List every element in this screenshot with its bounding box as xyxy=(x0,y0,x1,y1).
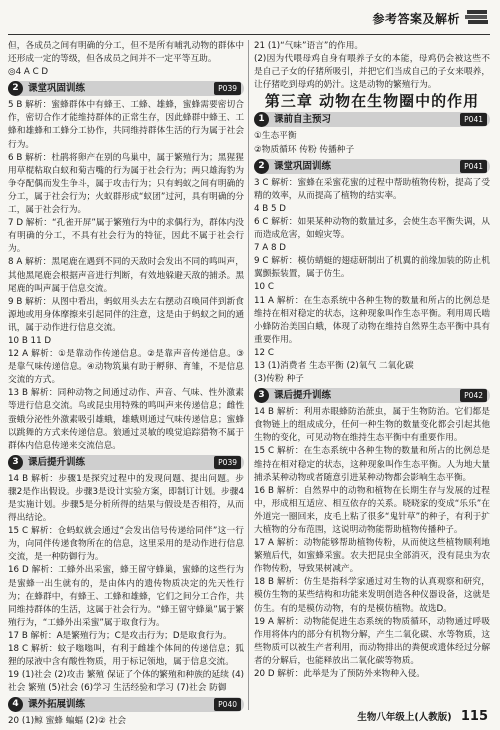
answer-paragraph: 19 (1)社会 (2)攻击 繁殖 保证了个体的繁殖和种族的延续 (4)社会 繁殖 (5)社会 (6)学习 生活经验和学习 (7)社会 防御 xyxy=(8,670,244,694)
answer-paragraph: 14 B 解析：步骤1是探究过程中的发现问题、提出问题。步骤2是作出假设。步骤3是设计实验方案，即制订计划。步骤4是实施计划。步骤5是分析所得的结果与假设是否相符，从而得出结论。 xyxy=(8,473,244,524)
answer-paragraph: 16 D 解析：工蜂外出采蜜，蜂王留守蜂巢，蜜蜂的这些行为是蜜蜂一出生就有的，是由体内的遗传物质决定的先天性行为；在蜂群中，有蜂王、工蜂和雄蜂，它们之间分工合作，共同维持群体的生活，这属于社会行为。“蜂王留守蜂巢”属于繁殖行为，“工蜂外出采蜜”属于取食行为。 xyxy=(8,565,244,628)
section-label: 课前自主预习 xyxy=(274,114,332,126)
section-heading xyxy=(8,455,244,470)
section-label: 课堂巩固训练 xyxy=(28,83,86,95)
section-number-badge: 3 xyxy=(254,388,269,403)
left-column xyxy=(8,40,244,727)
page-header xyxy=(0,0,500,36)
answer-paragraph: 6 C 解析：如果某种动物的数量过多，会使生态平衡失调，从而造成危害，如蝗灾等。 xyxy=(254,216,490,241)
section-number-badge: 4 xyxy=(8,697,23,712)
section-page-code: P041 xyxy=(460,113,487,126)
section-number-badge: 3 xyxy=(8,455,23,470)
section-page-code: P039 xyxy=(214,82,241,95)
right-column xyxy=(254,40,490,690)
answer-paragraph: (2)因为代喂母鸡自身有喂养子女的本能，母鸡仍会被这些不是自己子女的仔猪所吸引，并把它们当成自己的子女来喂养，让仔猪吃到母鸡的奶汁。这是动物的繁殖行为。 xyxy=(254,54,490,91)
header-title: 参考答案及解析 xyxy=(372,12,460,26)
section-heading xyxy=(254,112,490,127)
answer-paragraph: 10 B 11 D xyxy=(8,335,52,346)
section-heading xyxy=(254,159,490,174)
section-label: 课后提升训练 xyxy=(28,456,86,468)
answer-paragraph: 15 C 解析：仓蚂蚁就会通过“会发出信号传递给同伴”这一行为，向同伴传递食物所在的信息，这里采用的是动作进行信息交流，是一种防御行为。 xyxy=(8,526,244,563)
answer-paragraph: 21 (1)“气味”语言”的作用。 xyxy=(254,41,364,51)
answer-paragraph: 14 B 解析：利用赤眼蜂防治蔗虫，属于生物防治。它们都是食物链上的组成成分，任何一种生物的数量变化都会引起其他生物的变化，可见动物在维持生态平衡中有重要作用。 xyxy=(254,407,490,444)
page-footer xyxy=(357,709,488,724)
answer-paragraph: 18 C 解析：蚊子嗡嗡叫，有利于雌雄个体间的传递信息；狐狸的尿液中含有酸性物质，用于标记领地，属于信息交流。 xyxy=(8,644,244,668)
chapter-title: 第三章 动物在生物圈中的作用 xyxy=(264,92,480,111)
column-divider xyxy=(248,40,249,710)
answer-paragraph: 7 A 8 D xyxy=(254,243,286,254)
section-heading xyxy=(8,81,244,96)
answer-paragraph: 8 A 解析：黑尾鹿在遇到不同的天敌时会发出不同的鸣叫声，其他黑尾鹿会根据声音进行判断，有效地躲避天敌的捕杀。黑尾鹿的叫声属于信息交流。 xyxy=(8,257,244,294)
answer-paragraph: 20 (1)鲸 蜜蜂 蝙蝠 (2)② 社会 xyxy=(8,716,127,727)
answer-paragraph: ②物质循环 传粉 传播种子 xyxy=(254,144,355,155)
answer-paragraph: (3)传粉 种子 xyxy=(254,374,304,385)
answer-paragraph: 13 B 解析：同种动物之间通过动作、声音、气味、性外激素等进行信息交流。鸟或昆虫用特殊的鸣叫声来传递信息；雌性蚕蛾分泌性外激素吸引雄蛾，雄蛾则通过气味传递信息；蜜蜂以跳舞的方式来传递信息。狼通过灵敏的嗅觉追踪猎物不属于群体内信息传递来交流信息。 xyxy=(8,388,244,451)
answer-paragraph: 12 A 解析：①是靠动作传递信息。②是靠声音传递信息。③是靠气味传递信息。④动物筑巢有助于孵卵、育雏，不是信息交流的方式。 xyxy=(8,349,244,386)
section-label: 课后提升训练 xyxy=(274,390,332,402)
answer-paragraph: 11 A 解析：在生态系统中各种生物的数量和所占的比例总是维持在相对稳定的状态，这种现象叫作生态平衡。利用周氏啮小蜂防治美国白蛾，体现了动物在维持自然界生态平衡中具有重要作用。 xyxy=(254,295,490,345)
section-label: 课外拓展训练 xyxy=(28,699,86,711)
section-heading xyxy=(254,388,490,403)
answer-paragraph: 18 B 解析：仿生是指科学家通过对生物的认真观察和研究，模仿生物的某些结构和功能来发明创造各种仪器设备，这就是仿生。有的是模仿动物，有的是模仿植物。故选D。 xyxy=(254,577,490,614)
section-page-code: P041 xyxy=(460,160,487,173)
section-number-badge: 2 xyxy=(254,159,269,174)
footer-book-title: 生物八年级上(人教版) xyxy=(357,712,452,723)
answer-paragraph: ◎4 A C D xyxy=(8,67,49,78)
answer-paragraph: 但，各成员之间有明确的分工，但不是所有哺乳动物的群体中还形成一定的等级，但各成员之间并不一定平等互助。 xyxy=(8,41,244,65)
section-number-badge: 2 xyxy=(8,81,23,96)
section-heading xyxy=(8,697,244,712)
answer-paragraph: 10 C xyxy=(254,282,274,293)
answer-paragraph: 4 B 5 D xyxy=(254,203,286,214)
answer-paragraph: 5 B 解析：蜜蜂群体中有蜂王、工蜂、雄蜂，蜜蜂需要密切合作，密切合作才能维持群体的正常生存，因此蜂群中蜂王、工蜂和雄蜂和工蜂分工协作，共同维持群体生活的行为属于社会行为。 xyxy=(8,100,244,150)
section-page-code: P040 xyxy=(214,698,241,711)
header-rule xyxy=(8,34,490,35)
answer-paragraph: 13 (1)消费者 生态平衡 (2)氧气 二氧化碳 xyxy=(254,360,414,371)
section-label: 课堂巩固训练 xyxy=(274,160,332,172)
answer-paragraph: ①生态平衡 xyxy=(254,131,297,142)
section-page-code: P042 xyxy=(460,389,487,402)
answer-paragraph: 3 C 解析：蜜蜂在采蜜花蜜的过程中帮助植物传粉，提高了受精的效率，从而提高了植物的结实率。 xyxy=(254,177,490,201)
answer-paragraph: 17 A 解析：动物能够帮助植物传粉，从而使这些植物顺利地繁殖后代，如蜜蜂采蜜。农夫把昆虫全部消灭，没有昆虫为农作物传粉，导致果树减产。 xyxy=(254,538,490,575)
section-number-badge: 1 xyxy=(254,112,269,127)
page-number: 115 xyxy=(460,709,488,724)
answer-paragraph: 20 D 解析：此举是为了预防外来物种入侵。 xyxy=(254,669,425,680)
answer-paragraph: 17 B 解析：A是繁殖行为；C是攻击行为；D是取食行为。 xyxy=(8,630,232,641)
answer-paragraph: 9 B 解析：从图中看出，蚂蚁用头去左右摆动召唤同伴到新食源地或用身体摩擦来引起同伴的注意，这是由于蚂蚁之间的通讯，属于动作进行信息交流。 xyxy=(8,296,244,333)
answer-paragraph: 16 B 解析：自然界中的动物和植物在长期生存与发展的过程中，形成相互适应、相互依存的关系。晓晓家的变成“乐乐”在外道完一圈回来，皮毛上粘了很多“鬼针草”的种子，有利于扩大植物的分布范围，这说明动物能帮助植物传播种子。 xyxy=(254,485,490,535)
answer-paragraph: 9 C 解析：模仿蜻蜓的翅痣研制出了机翼的前缘加装的防止机翼颤振装置，属于仿生。 xyxy=(254,256,490,280)
book-stack-icon xyxy=(464,6,490,28)
answer-paragraph: 12 C xyxy=(254,347,274,358)
section-page-code: P039 xyxy=(214,456,241,469)
answer-paragraph: 19 A 解析：动物能促进生态系统的物质循环，动物通过呼吸作用将体内的部分有机物分解，产生二氧化碳、水等物质，这些物质可以被生产者利用，而动物排出的粪便或遗体经过分解者的分解后，也能释放出二氧化碳等物质。 xyxy=(254,616,490,666)
answer-paragraph: 15 C 解析：在生态系统中各种生物的数量和所占的比例总是维持在相对稳定的状态，这种现象叫作生态平衡。人为地大量捕杀某种动物或者随意引进某种动物都会影响生态平衡。 xyxy=(254,446,490,483)
answer-paragraph: 7 D 解析：“孔雀开屏”属于繁殖行为中的求偶行为，群体内没有明确的分工，不具有社会行为的特征，因此不属于社会行为。 xyxy=(8,218,244,255)
answer-paragraph: 6 B 解析：杜鹃将卵产在别的鸟巢中，属于繁殖行为；黑猩猩用草棍粘取白蚁和菊吉嘴的行为属于社会行为；两只雄海豹为争夺配偶而发生争斗，属于攻击行为；只有蚂蚁之间有明确的分工，属于社会行为；火蚁群形成“蚁团”过河，具有明确的分工，属于社会行为。 xyxy=(8,152,244,216)
